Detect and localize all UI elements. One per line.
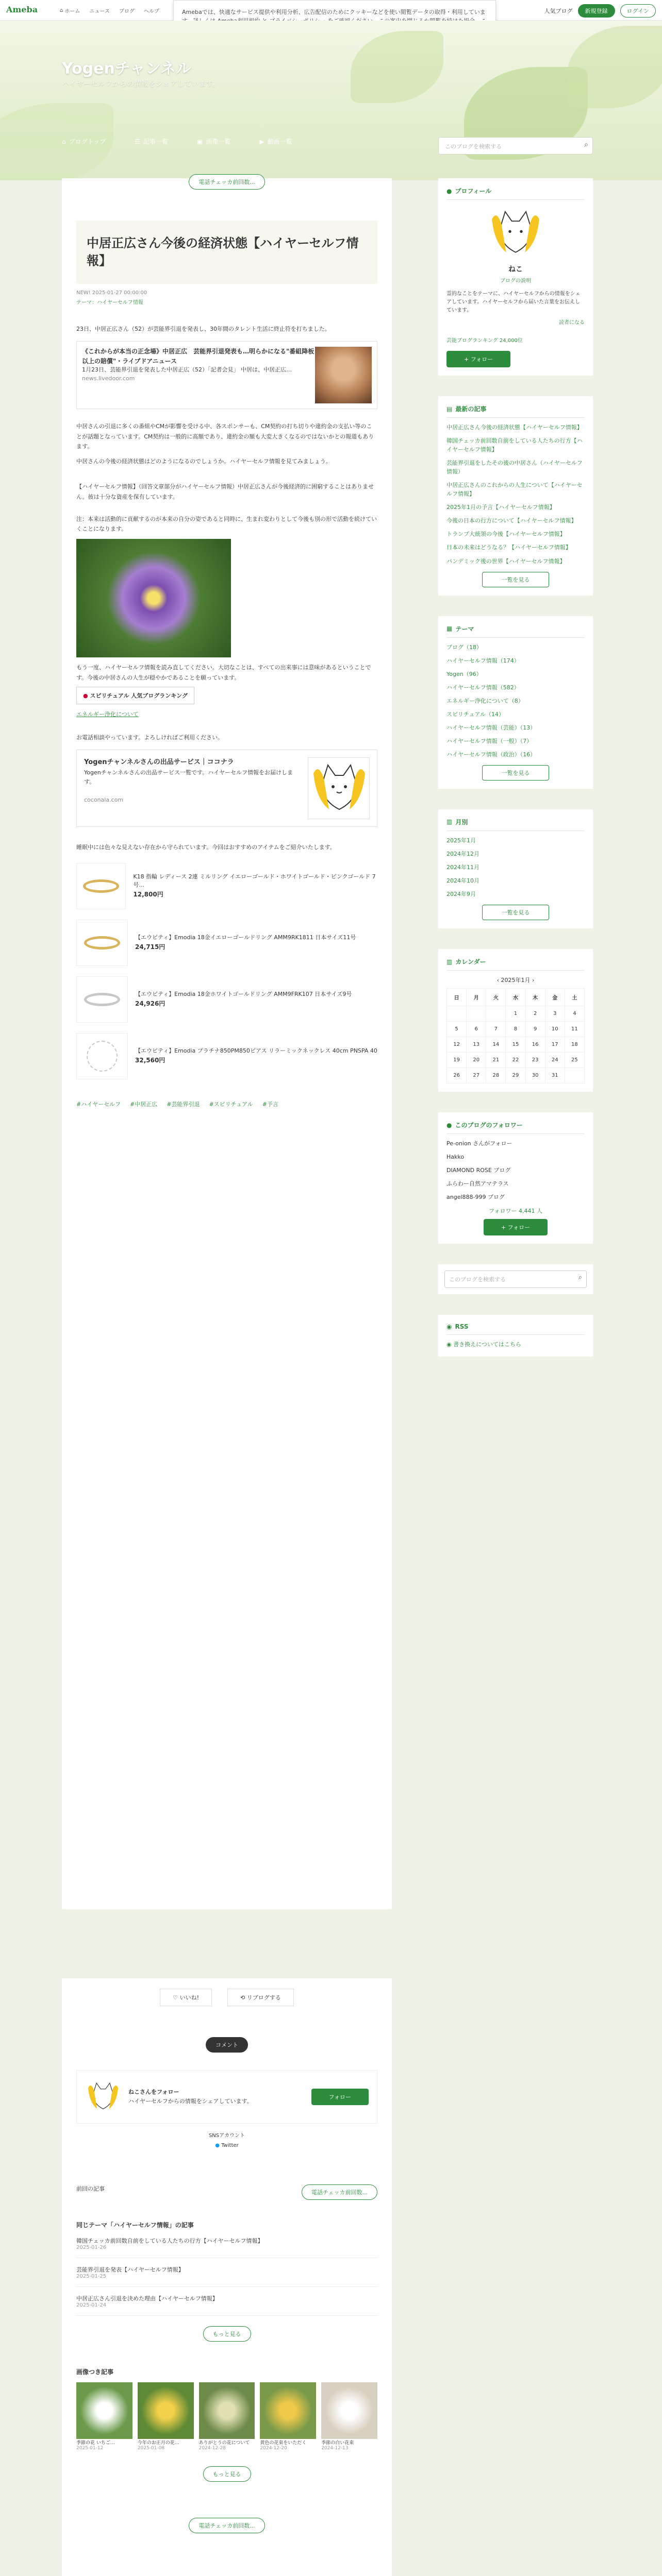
calendar-day: 25 bbox=[565, 1053, 584, 1068]
product-info bbox=[135, 934, 356, 952]
image-article[interactable]: 季節の白い花束 2024-12-13 bbox=[321, 2382, 377, 2451]
author-follow-card bbox=[76, 2070, 377, 2124]
archive-link[interactable]: 2024年10月 bbox=[446, 877, 479, 885]
image-article[interactable]: 黄色の花束をいただく 2024-12-20 bbox=[260, 2382, 316, 2451]
calendar-day: 18 bbox=[565, 1037, 584, 1053]
product-item[interactable] bbox=[76, 920, 377, 966]
follow-wrap bbox=[446, 1219, 585, 1235]
calendar-day: 14 bbox=[486, 1037, 506, 1053]
calendar-day: 13 bbox=[467, 1037, 486, 1053]
home-icon: ⌂ bbox=[60, 8, 63, 13]
article-title-box bbox=[76, 221, 377, 284]
hashtag-list bbox=[76, 1100, 377, 1108]
hashtag[interactable]: #芸能界引退 bbox=[167, 1100, 200, 1108]
blog-nav bbox=[62, 137, 292, 146]
theme-more-button[interactable]: 一覧を見る bbox=[482, 765, 549, 781]
product-image bbox=[76, 1033, 128, 1079]
prev-article-pill-wrap bbox=[76, 174, 377, 190]
weekday: 土 bbox=[565, 989, 584, 1006]
product-price: 32,560円 bbox=[135, 1056, 166, 1064]
profile-description: 霊的なことをテーマに、ハイヤーセルフからの情報をシェアしています。ハイヤーセルフから届いた言葉をお伝えしています。 bbox=[446, 291, 581, 313]
latest-article-list bbox=[446, 423, 585, 566]
rss-icon: ◉ bbox=[446, 1341, 452, 1348]
image-article-grid bbox=[76, 2382, 377, 2451]
global-header bbox=[0, 0, 662, 21]
product-price: 24,926円 bbox=[135, 999, 166, 1007]
calendar-day: 20 bbox=[467, 1053, 486, 1068]
profile-avatar-wrap bbox=[446, 205, 585, 284]
twitter-link[interactable]: ● Twitter bbox=[215, 2143, 239, 2148]
calendar-icon: ▥ bbox=[446, 818, 453, 826]
follower-item[interactable]: DIAMOND ROSE ブログ bbox=[446, 1167, 511, 1174]
calendar-day: 30 bbox=[525, 1068, 545, 1083]
calendar-day bbox=[467, 1006, 486, 1022]
prev-article-pill[interactable]: 電話チェッカ前回数... bbox=[189, 174, 264, 190]
like-button[interactable]: ♡ いいね! bbox=[160, 1989, 212, 2006]
news-link-card-url: news.livedoor.com bbox=[82, 375, 135, 382]
calendar-day: 24 bbox=[545, 1053, 565, 1068]
calendar-icon: ▥ bbox=[446, 958, 453, 965]
article-body bbox=[76, 324, 377, 1079]
profile-blog-desc-link[interactable]: ブログの説明 bbox=[500, 278, 531, 284]
calendar-day: 16 bbox=[525, 1037, 545, 1053]
news-link-card-title: 《これからが本当の正念場》中居正広 芸能界引退発表も…明らかになる"番組降板以上の賠償"・ライブドアニュース bbox=[82, 348, 315, 365]
author-info bbox=[128, 2088, 304, 2106]
sidebar-search-input[interactable]: このブログを検索する ⌕ bbox=[444, 1270, 587, 1288]
latest-article-link[interactable]: 中居正広さんのこれからの人生について【ハイヤーセルフ情報】 bbox=[446, 482, 583, 498]
paragraph: もう一度、ハイヤーセルフ情報を読み直してください。大切なことは、すべての出来事には意味があるということです。今後の中居さんの人生が穏やかであることを願っています。 bbox=[76, 664, 371, 681]
leaf-decoration bbox=[351, 31, 443, 103]
coconala-service-card[interactable] bbox=[76, 750, 377, 827]
weekday: 水 bbox=[506, 989, 525, 1006]
product-item[interactable] bbox=[76, 863, 377, 909]
product-image bbox=[76, 976, 128, 1023]
archive-link[interactable]: 2024年11月 bbox=[446, 864, 479, 871]
service-card-url: coconala.com bbox=[84, 796, 124, 804]
paragraph: 中居さんの引退に多くの番組やCMが影響を受ける中、各スポンサーも、CM契約の打ち切りや違約金の支払い等のことが話題となっています。CM契約は一般的に高額であり、違約金の額も大変大きくなるのではないかとの報道もあります。 bbox=[76, 423, 374, 450]
person-icon: ● bbox=[446, 187, 452, 195]
ameba-logo[interactable]: Ameba bbox=[6, 5, 38, 14]
calendar-day: 11 bbox=[565, 1022, 584, 1037]
twitter-icon: ● bbox=[215, 2143, 220, 2148]
leaf-decoration bbox=[567, 26, 662, 108]
archive-link[interactable]: 2024年12月 bbox=[446, 851, 479, 858]
product-item[interactable] bbox=[76, 1033, 377, 1079]
article-column bbox=[62, 178, 392, 1909]
paragraph: 23日、中居正広さん（52）が芸能界引退を発表し、30年間のタレント生活に終止符を打ちました。 bbox=[76, 326, 330, 333]
video-icon: ▶ bbox=[259, 138, 264, 145]
calendar-day: 17 bbox=[545, 1037, 565, 1053]
paragraph: お電話相談やっています。よろしければご利用ください。 bbox=[76, 734, 224, 741]
weekday: 火 bbox=[486, 989, 506, 1006]
follower-item[interactable]: ふらわー自然アマテラス bbox=[446, 1180, 509, 1188]
popular-blog-link[interactable]: 人気ブログ bbox=[544, 8, 573, 14]
product-info bbox=[135, 990, 352, 1008]
bottom-pill-wrap bbox=[76, 2518, 377, 2533]
product-name: 【エウピティ】Emodia 18金ホワイトゴールドリング AMM9FRK107 日本サイズ9号 bbox=[135, 991, 352, 998]
nav-article-list[interactable]: ☰ 記事一覧 bbox=[135, 138, 169, 145]
product-name: 【エウピティ】Emodia 18金イエローゴールドリング AMM9RK1811 日本サイズ11号 bbox=[135, 934, 356, 941]
necklace-image bbox=[87, 1041, 118, 1072]
profile-box bbox=[438, 178, 593, 376]
latest-articles-box: ▤ 最新の記事 中居正広さん今後の経済状態【ハイヤーセルフ情報】 韓国チェッカ前回数自前をしている人たちの行方【ハイヤーセルフ情報】 芸能界引退をしたその後の中居さん（ハイヤーセルフ情報） 中居正広さんのこれからの人生について【ハイヤーセルフ情報】 2025年1月の予言【ハイヤーセルフ情報】 今後の日本の行方について【ハイヤーセルフ情報】 トランプ大統領の今後【ハイヤーセルフ情報】 日本の未来はどうなる？【ハイヤーセルフ情報】 パンデミック後の世界【ハイヤーセルフ情報】 一覧を見る bbox=[438, 396, 593, 596]
archive-link[interactable]: 2024年9月 bbox=[446, 891, 476, 898]
same-theme-heading: 同じテーマ「ハイヤーセルフ情報」の記事 bbox=[76, 2222, 194, 2229]
author-name: ねこさんをフォロー bbox=[128, 2089, 179, 2096]
home-icon: ⌂ bbox=[62, 138, 66, 145]
calendar-month: ‹ 2025年1月 › bbox=[496, 977, 535, 984]
calendar-day bbox=[486, 1006, 506, 1022]
image-thumb bbox=[138, 2382, 194, 2439]
theme-link[interactable]: スピリチュアル（14） bbox=[446, 710, 505, 718]
list-icon: ☰ bbox=[135, 138, 141, 145]
more-wrap bbox=[76, 2326, 377, 2342]
weekday: 木 bbox=[525, 989, 545, 1006]
same-theme-list bbox=[76, 2229, 377, 2316]
product-name: K18 指輪 レディース 2連 ミルリング イエローゴールド・ホワイトゴールド・ピンクゴールド 7号... bbox=[133, 873, 376, 889]
hashtag[interactable]: #中居正広 bbox=[130, 1100, 158, 1108]
calendar-table bbox=[446, 988, 585, 1083]
latest-article-link[interactable]: 中居正広さん今後の経済状態【ハイヤーセルフ情報】 bbox=[446, 424, 583, 431]
prev-article-link[interactable]: 前回の記事 bbox=[76, 2185, 105, 2192]
weekday: 日 bbox=[447, 989, 467, 1006]
energy-link[interactable]: エネルギー浄化について bbox=[76, 710, 139, 718]
nav-news[interactable]: ニュース bbox=[89, 9, 110, 14]
ring-image bbox=[83, 879, 119, 893]
calendar-day: 8 bbox=[506, 1022, 525, 1037]
reblog-button[interactable]: ⟲ リブログする bbox=[227, 1989, 294, 2006]
product-image bbox=[76, 920, 128, 966]
rss-box: ◉ RSS ◉ 書き換えについてはこちら bbox=[438, 1315, 593, 1357]
follower-item[interactable]: Hakko bbox=[446, 1154, 465, 1161]
people-icon: ● bbox=[446, 1121, 452, 1129]
article-footer bbox=[62, 1978, 392, 2576]
calendar-day: 12 bbox=[447, 1037, 467, 1053]
doc-icon: ▤ bbox=[446, 405, 453, 413]
calendar-day: 26 bbox=[447, 1068, 467, 1083]
image-thumb bbox=[321, 2382, 377, 2439]
calendar-day: 15 bbox=[506, 1037, 525, 1053]
nav-video-list[interactable]: ▶ 動画一覧 bbox=[259, 138, 292, 145]
paragraph: 【ハイヤーセルフ情報】（回答文章部分がハイヤーセルフ情報）中居正広さんが今後経済的に困窮することはありません。彼は十分な資産を保有しています。 bbox=[76, 483, 374, 500]
nav-home[interactable]: ⌂ ホーム bbox=[60, 8, 80, 14]
latest-article-link[interactable]: 今後の日本の行方について【ハイヤーセルフ情報】 bbox=[446, 517, 577, 524]
news-link-card-text bbox=[82, 347, 315, 403]
image-icon: ▣ bbox=[197, 138, 203, 145]
follower-count[interactable]: フォロワー 4,441 人 bbox=[489, 1208, 542, 1215]
latest-article-link[interactable]: パンデミック後の世界【ハイヤーセルフ情報】 bbox=[446, 557, 566, 565]
follow-button[interactable]: フォロー bbox=[311, 2089, 369, 2105]
calendar-day bbox=[565, 1068, 584, 1083]
theme-link[interactable]: ハイヤーセルフ情報（政治）（16） bbox=[446, 751, 536, 758]
global-nav bbox=[60, 7, 159, 14]
cat-avatar-icon[interactable] bbox=[85, 2079, 121, 2115]
rss-icon: ◉ bbox=[446, 1323, 452, 1331]
cat-avatar-icon[interactable] bbox=[487, 205, 544, 262]
news-link-card[interactable] bbox=[76, 341, 377, 409]
image-article[interactable]: 今年のお正月の花… 2025-01-08 bbox=[138, 2382, 194, 2451]
sidebar-search-box bbox=[438, 1264, 593, 1294]
theme-link[interactable]: ブログ（18） bbox=[446, 643, 482, 651]
follow-wrap bbox=[446, 351, 585, 367]
image-article[interactable]: 季節の花 いちご… 2025-01-12 bbox=[76, 2382, 133, 2451]
hashtag[interactable]: #ハイヤーセルフ bbox=[76, 1100, 121, 1108]
article-theme[interactable]: テーマ：ハイヤーセルフ情報 bbox=[76, 300, 143, 306]
latest-article-link[interactable]: 韓国チェッカ前回数自前をしている人たちの行方【ハイヤーセルフ情報】 bbox=[446, 437, 583, 453]
blog-search-input[interactable]: このブログを検索する ⌕ bbox=[438, 137, 593, 155]
same-theme-item[interactable]: 芸能界引退を発表【ハイヤーセルフ情報】 2025-01-25 bbox=[76, 2258, 377, 2287]
same-theme-item[interactable]: 韓国チェッカ前回数自前をしている人たちの行方【ハイヤーセルフ情報】 2025-01-26 bbox=[76, 2229, 377, 2258]
follower-list bbox=[446, 1139, 585, 1201]
paragraph: 注：本来は活動的に貢献するのが本来の自分の姿であると同時に、生まれ変わりとして今後も別の形で活動を続けていくことになります。 bbox=[76, 515, 377, 533]
calendar-day: 3 bbox=[545, 1006, 565, 1022]
hashtag[interactable]: #予言 bbox=[262, 1100, 278, 1108]
paragraph: 中居さんの今後の経済状態はどのようになるのでしょうか。ハイヤーセルフ情報を見てみましょう。 bbox=[76, 458, 332, 465]
follower-item[interactable]: angel888-999 ブログ bbox=[446, 1194, 505, 1201]
calendar-day: 1 bbox=[506, 1006, 525, 1022]
calendar-day: 28 bbox=[486, 1068, 506, 1083]
calendar-day: 10 bbox=[545, 1022, 565, 1037]
article-date: NEW! 2025-01-27 00:00:00 bbox=[76, 290, 147, 296]
folder-icon: ▦ bbox=[446, 625, 453, 633]
latest-article-link[interactable]: トランプ大統領の今後【ハイヤーセルフ情報】 bbox=[446, 531, 566, 538]
spiritual-ranking-banner[interactable]: ● スピリチュアル 人気ブログランキング bbox=[76, 687, 194, 704]
calendar-day bbox=[447, 1006, 467, 1022]
image-thumb bbox=[76, 2382, 133, 2439]
latest-article-link[interactable]: 2025年1月の予言【ハイヤーセルフ情報】 bbox=[446, 504, 555, 511]
theme-box: ▦ テーマ ブログ（18） ハイヤーセルフ情報（174） Yogen（96） ハイヤーセルフ情報（582） エネルギー浄化について（8） スピリチュアル（14） ハイヤーセルフ情報（芸能）（13） ハイヤーセルフ情報（一般）（7） ハイヤーセルフ情報（政治）（16） 一覧を見る bbox=[438, 616, 593, 789]
profile-heading: プロフィール bbox=[455, 188, 492, 195]
ring-image bbox=[84, 993, 120, 1006]
calendar-day: 31 bbox=[545, 1068, 565, 1083]
prev-next-nav bbox=[76, 2184, 377, 2200]
archive-link[interactable]: 2025年1月 bbox=[446, 837, 476, 844]
blog-title[interactable]: Yogenチャンネル bbox=[62, 60, 191, 78]
same-theme-more-button[interactable]: もっと見る bbox=[203, 2326, 251, 2342]
cat-avatar bbox=[308, 757, 370, 819]
login-button[interactable]: ログイン bbox=[620, 4, 656, 18]
search-icon[interactable]: ⌕ bbox=[584, 141, 588, 149]
calendar-day: 29 bbox=[506, 1068, 525, 1083]
theme-link[interactable]: ハイヤーセルフ情報（582） bbox=[446, 684, 520, 691]
product-price: 24,715円 bbox=[135, 943, 166, 951]
calendar-day: 21 bbox=[486, 1053, 506, 1068]
calendar-day: 5 bbox=[447, 1022, 467, 1037]
calendar-box: ▥ カレンダー ‹ 2025年1月 › 日 月 火 水 木 金 土 1 2 3 4 5 6 7 8 9 10 11 12 13 14 15 16 17 18 19 20 21 22 23 24 25 26 27 28 29 30 31 bbox=[438, 949, 593, 1092]
product-info bbox=[135, 1047, 377, 1065]
image-thumb bbox=[199, 2382, 255, 2439]
service-card-text bbox=[84, 757, 301, 819]
service-card-desc: Yogenチャンネルさんの出品サービス一覧です。ハイヤーセルフ情報をお届けします。 bbox=[84, 769, 293, 785]
archive-box: ▥ 月別 2025年1月 2024年12月 2024年11月 2024年10月 2024年9月 一覧を見る bbox=[438, 809, 593, 928]
reaction-bar bbox=[76, 1989, 377, 2006]
search-icon[interactable]: ⌕ bbox=[578, 1274, 582, 1282]
reblog-icon: ⟲ bbox=[240, 1994, 245, 2001]
theme-link[interactable]: ハイヤーセルフ情報（芸能）（13） bbox=[446, 724, 536, 731]
follower-item[interactable]: Pe-onion さんがフォロー bbox=[446, 1140, 512, 1147]
calendar-day: 27 bbox=[467, 1068, 486, 1083]
nav-blog-top[interactable]: ⌂ ブログトップ bbox=[62, 138, 106, 145]
image-articles-heading: 画像つき記事 bbox=[76, 2368, 114, 2376]
latest-article-link[interactable]: 日本の未来はどうなる？【ハイヤーセルフ情報】 bbox=[446, 544, 571, 551]
ranking-link[interactable]: 芸能ブログランキング 24,000位 bbox=[446, 338, 523, 344]
calendar-day: 23 bbox=[525, 1053, 545, 1068]
calendar-day: 9 bbox=[525, 1022, 545, 1037]
header-right bbox=[544, 4, 656, 18]
image-article[interactable]: ありがとうの花について 2024-12-28 bbox=[199, 2382, 255, 2451]
product-price: 12,800円 bbox=[133, 890, 163, 898]
calendar-day: 6 bbox=[467, 1022, 486, 1037]
paragraph: 睡眠中には色々な見えない存在から守られています。今回はおすすめのアイテムをご紹介いたします。 bbox=[76, 844, 336, 851]
archive-list bbox=[446, 836, 585, 899]
theme-link[interactable]: ハイヤーセルフ情報（一般）（7） bbox=[446, 737, 533, 744]
calendar-day: 7 bbox=[486, 1022, 506, 1037]
theme-list bbox=[446, 643, 585, 759]
chevron-left-icon[interactable]: ‹ bbox=[496, 977, 499, 984]
profile-name[interactable]: ねこ bbox=[508, 265, 523, 274]
product-item[interactable] bbox=[76, 976, 377, 1023]
bottom-prev-pill[interactable]: 電話チェッカ前回数... bbox=[189, 2518, 264, 2533]
sidebar bbox=[438, 178, 593, 1377]
blog-description: ハイヤーセルフからの情報をシェアしています。 bbox=[62, 80, 220, 88]
next-article-pill[interactable]: 電話チェッカ前回数... bbox=[302, 2184, 377, 2200]
latest-article-link[interactable]: 芸能界引退をしたその後の中居さん（ハイヤーセルフ情報） bbox=[446, 460, 583, 476]
product-info bbox=[133, 873, 377, 900]
calendar-day: 19 bbox=[447, 1053, 467, 1068]
product-image bbox=[76, 863, 126, 909]
profile-more-link[interactable]: 読者になる bbox=[559, 320, 585, 326]
article-title[interactable]: 中居正広さん今後の経済状態【ハイヤーセルフ情報】 bbox=[76, 221, 377, 284]
follow-button[interactable]: + フォロー bbox=[484, 1219, 548, 1235]
same-theme-item[interactable]: 中居正広さん引退を決めた理由【ハイヤーセルフ情報】 2025-01-24 bbox=[76, 2287, 377, 2316]
blog-header bbox=[0, 21, 662, 180]
nav-help[interactable]: ヘルプ bbox=[143, 9, 159, 14]
follow-button[interactable]: + フォロー bbox=[446, 351, 510, 367]
nav-blog[interactable]: ブログ bbox=[119, 9, 135, 14]
calendar-day: 2 bbox=[525, 1006, 545, 1022]
calendar-day: 4 bbox=[565, 1006, 584, 1022]
weekday: 月 bbox=[467, 989, 486, 1006]
cat-icon bbox=[308, 758, 370, 820]
product-name: 【エウピティ】Emodia プラチナ850PM850ピアス リラーミックネックレス 40cm PNSPA 40 bbox=[135, 1047, 377, 1055]
calendar-day: 22 bbox=[506, 1053, 525, 1068]
followers-box: ● このブログのフォロワー Pe-onion さんがフォロー Hakko DIAMOND ROSE ブログ ふらわー自然アマテラス angel888-999 ブログ フォロワー 4,441 人 + フォロー bbox=[438, 1112, 593, 1244]
signup-button[interactable]: 新規登録 bbox=[578, 4, 615, 18]
ranking-badge-icon: ● bbox=[83, 692, 88, 699]
sns-label: SNSアカウント bbox=[208, 2133, 245, 2139]
news-link-card-desc: 1月23日、芸能界引退を発表した中居正広（52）「記者会見」 中居は、中居正広… bbox=[82, 366, 292, 374]
more-wrap bbox=[76, 2466, 377, 2482]
theme-link[interactable]: ハイヤーセルフ情報（174） bbox=[446, 657, 520, 664]
image-thumb bbox=[260, 2382, 316, 2439]
author-desc: ハイヤーセルフからの情報をシェアしています。 bbox=[128, 2098, 253, 2105]
cookie-notice-text: Amebaでは、快適なサービス提供や利用分析、広告配信のためにクッキーなどを使い閲覧データの取得・利用していま bbox=[182, 9, 486, 15]
archive-more-button[interactable]: 一覧を見る bbox=[482, 905, 549, 920]
heart-icon: ♡ bbox=[173, 1994, 178, 2001]
theme-link[interactable]: Yogen（96） bbox=[446, 670, 482, 677]
latest-more-button[interactable]: 一覧を見る bbox=[482, 572, 549, 587]
hashtag[interactable]: #スピリチュアル bbox=[209, 1100, 253, 1108]
image-more-button[interactable]: もっと見る bbox=[203, 2466, 251, 2482]
weekday: 金 bbox=[545, 989, 565, 1006]
news-thumbnail bbox=[315, 347, 372, 403]
service-card-title: Yogenチャンネルさんの出品サービス｜ココナラ bbox=[84, 758, 234, 767]
comments-label[interactable]: コメント bbox=[76, 2037, 377, 2053]
nav-image-list[interactable]: ▣ 画像一覧 bbox=[197, 138, 231, 145]
flower-image bbox=[76, 539, 231, 657]
theme-link[interactable]: エネルギー浄化について（8） bbox=[446, 697, 524, 704]
chevron-right-icon[interactable]: › bbox=[532, 977, 535, 984]
rss-link[interactable]: ◉ 書き換えについてはこちら bbox=[446, 1341, 521, 1348]
ring-image bbox=[84, 936, 120, 950]
